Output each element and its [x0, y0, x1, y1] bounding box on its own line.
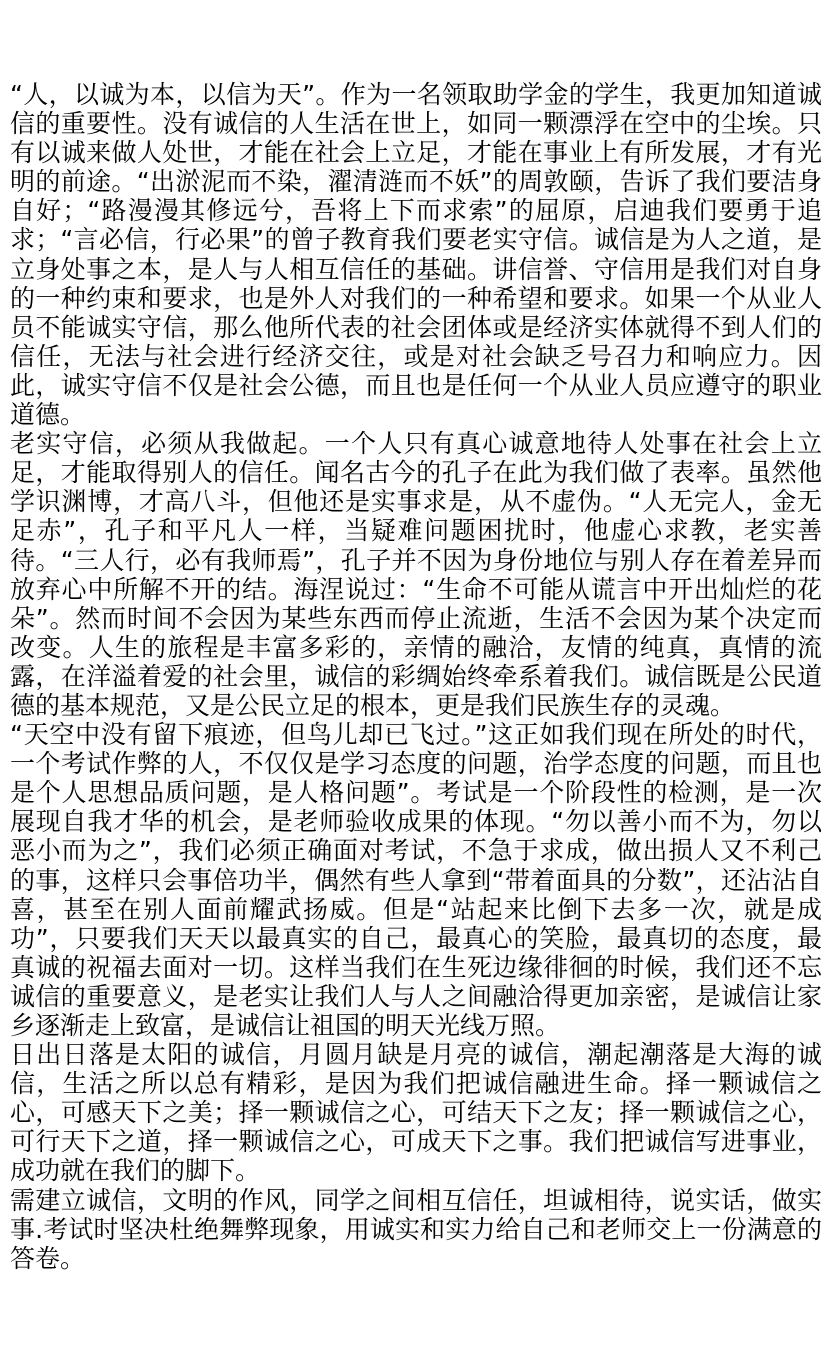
essay-body — [10, 80, 822, 1273]
paragraph-4: 日出日落是太阳的诚信，月圆月缺是月亮的诚信，潮起潮落是大海的诚信，生活之所以总有精彩，是因为我们把诚信融进生命。择一颗诚信之心，可感天下之美；择一颗诚信之心，可结天下之友；择一颗诚信之心，可行天下之道，择一颗诚信之心，可成天下之事。我们把诚信写进事业，成功就在我们的脚下。 — [10, 1040, 822, 1186]
paragraph-5: 需建立诚信，文明的作风，同学之间相互信任，坦诚相待，说实话，做实事.考试时坚决杜绝舞弊现象，用诚实和实力给自己和老师交上一份满意的答卷。 — [10, 1185, 822, 1273]
paragraph-1: “人，以诚为本，以信为天”。作为一名领取助学金的学生，我更加知道诚信的重要性。没有诚信的人生活在世上，如同一颗漂浮在空中的尘埃。只有以诚来做人处世，才能在社会上立足，才能在事业上有所发展，才有光明的前途。“出淤泥而不染，濯清涟而不妖”的周敦颐，告诉了我们要洁身自好；“路漫漫其修远兮，吾将上下而求索”的屈原，启迪我们要勇于追求；“言必信，行必果”的曾子教育我们要老实守信。诚信是为人之道，是立身处事之本，是人与人相互信任的基础。讲信誉、守信用是我们对自身的一种约束和要求，也是外人对我们的一种希望和要求。如果一个从业人员不能诚实守信，那么他所代表的社会团体或是经济实体就得不到人们的信任，无法与社会进行经济交往，或是对社会缺乏号召力和响应力。因此，诚实守信不仅是社会公德，而且也是任何一个从业人员应遵守的职业道德。 — [10, 80, 822, 430]
paragraph-2: 老实守信，必须从我做起。一个人只有真心诚意地待人处事在社会上立足，才能取得别人的信任。闻名古今的孔子在此为我们做了表率。虽然他学识渊博，才高八斗，但他还是实事求是，从不虚伪。“人无完人，金无足赤”，孔子和平凡人一样，当疑难问题困扰时，他虚心求教，老实善待。“三人行，必有我师焉”，孔子并不因为身份地位与别人存在着差异而放弃心中所解不开的结。海涅说过：“生命不可能从谎言中开出灿烂的花朵”。然而时间不会因为某些东西而停止流逝，生活不会因为某个决定而改变。人生的旅程是丰富多彩的，亲情的融洽，友情的纯真，真情的流露，在洋溢着爱的社会里，诚信的彩绸始终牵系着我们。诚信既是公民道德的基本规范，又是公民立足的根本，更是我们民族生存的灵魂。 — [10, 429, 822, 720]
paragraph-3: “天空中没有留下痕迹，但鸟儿却已飞过。”这正如我们现在所处的时代，一个考试作弊的人，不仅仅是学习态度的问题，治学态度的问题，而且也是个人思想品质问题，是人格问题”。考试是一个阶段性的检测，是一次展现自我才华的机会，是老师验收成果的体现。“勿以善小而不为，勿以恶小而为之”，我们必须正确面对考试，不急于求成，做出损人又不利己的事，这样只会事倍功半，偶然有些人拿到“带着面具的分数”，还沾沾自喜，甚至在别人面前耀武扬威。但是“站起来比倒下去多一次，就是成功”，只要我们天天以最真实的自己，最真心的笑脸，最真切的态度，最真诚的祝福去面对一切。这样当我们在生死边缘徘徊的时候，我们还不忘诚信的重要意义，是老实让我们人与人之间融洽得更加亲密，是诚信让家乡逐渐走上致富，是诚信让祖国的明天光线万照。 — [10, 720, 822, 1040]
